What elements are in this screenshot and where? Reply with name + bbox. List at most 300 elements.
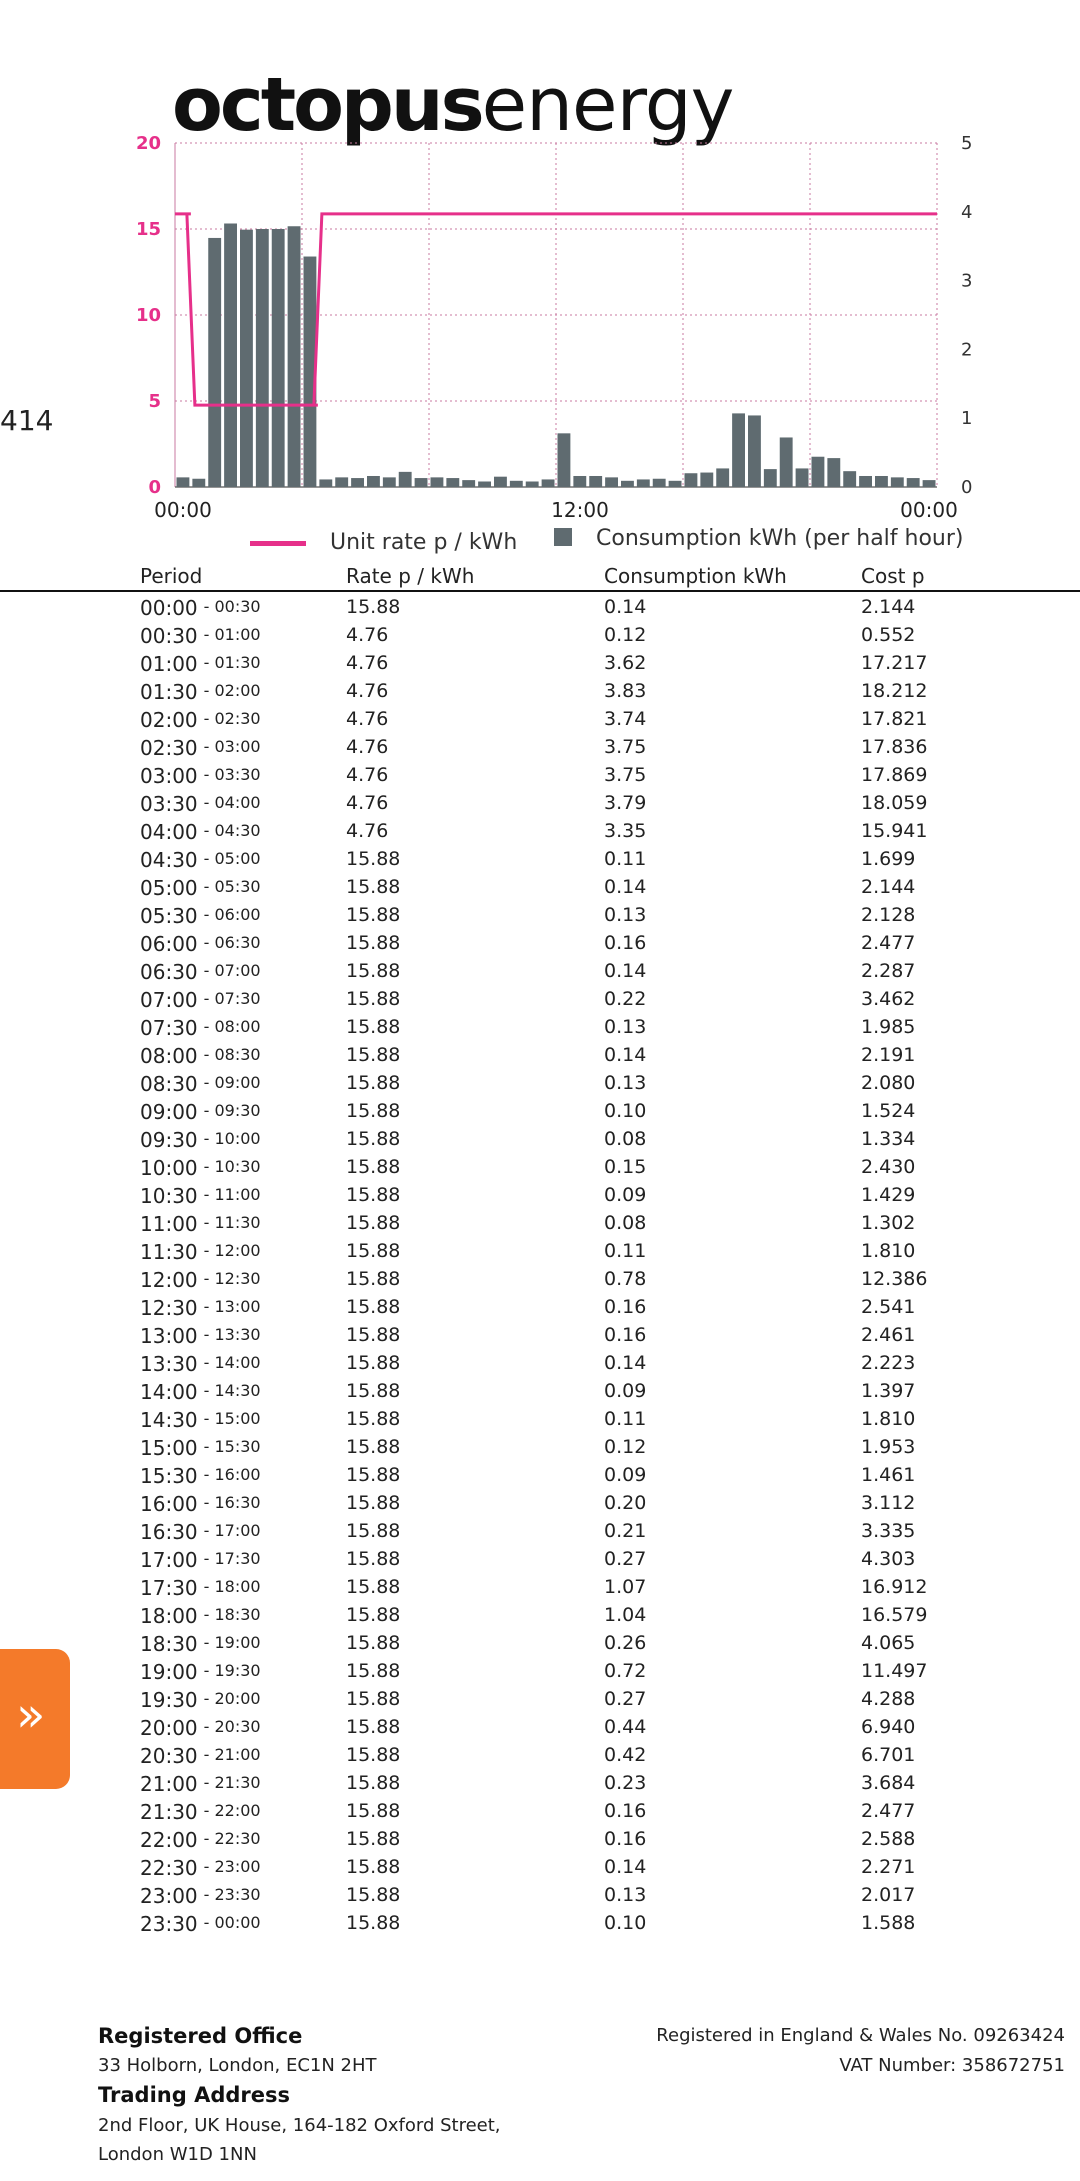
rate-cell: 15.88 [346,1884,401,1906]
cost-cell: 17.869 [861,764,928,786]
period-end: - 23:30 [203,1885,261,1904]
period-end-time: 00:00 [214,1913,261,1932]
consumption-bar [669,481,682,487]
period-end-time: 01:30 [214,653,261,672]
table-row [0,704,1080,732]
consumption-bar [589,476,602,487]
consumption-cell: 0.12 [604,1436,647,1458]
period-end-time: 09:30 [214,1101,261,1120]
side-expand-tab[interactable] [0,1649,70,1789]
period-cell [140,1688,261,1712]
consumption-cell: 0.22 [604,988,647,1010]
cost-cell: 1.810 [861,1408,916,1430]
period-cell [140,1128,261,1152]
consumption-table [0,562,1080,1936]
table-row [0,1236,1080,1264]
cost-cell: 2.588 [861,1828,916,1850]
rate-cell: 15.88 [346,904,401,926]
period-start: 04:00 [140,820,198,844]
right-axis-tick: 4 [961,201,973,223]
table-body [0,592,1080,1936]
table-row [0,984,1080,1012]
period-end: - 15:00 [203,1409,261,1428]
period-cell [140,736,261,760]
consumption-cell: 3.75 [604,736,647,758]
period-end: - 00:30 [203,597,261,616]
period-cell [140,820,261,844]
cost-cell: 1.334 [861,1128,916,1150]
right-axis-tick: 3 [961,270,973,292]
period-cell [140,932,261,956]
table-row [0,1656,1080,1684]
period-end: - 22:00 [203,1801,261,1820]
cost-cell: 16.912 [861,1576,928,1598]
octopus-energy-logo: octopusenergy [172,62,734,148]
cost-cell: 2.191 [861,1044,916,1066]
period-end-time: 13:30 [214,1325,261,1344]
cost-cell: 3.684 [861,1772,916,1794]
period-end: - 03:00 [203,737,261,756]
consumption-bar [399,472,412,487]
consumption-cell: 0.09 [604,1184,647,1206]
consumption-bar [256,229,269,487]
consumption-cell: 0.08 [604,1212,647,1234]
table-row [0,1068,1080,1096]
rate-cell: 15.88 [346,848,401,870]
table-row [0,900,1080,928]
consumption-bar [351,478,364,487]
period-end-time: 05:30 [214,877,261,896]
period-start: 11:30 [140,1240,198,1264]
period-end-time: 10:00 [214,1129,261,1148]
cost-cell: 1.588 [861,1912,916,1934]
table-row [0,1712,1080,1740]
period-end-time: 02:00 [214,681,261,700]
header-cost: Cost p [861,564,925,588]
left-axis-tick: 15 [135,219,161,240]
period-end: - 20:00 [203,1689,261,1708]
period-end: - 03:30 [203,765,261,784]
period-cell [140,1436,261,1460]
consumption-chart [0,0,1080,520]
period-cell [140,680,261,704]
table-row [0,1124,1080,1152]
period-cell [140,1100,261,1124]
cost-cell: 6.940 [861,1716,916,1738]
cost-cell: 2.461 [861,1324,916,1346]
table-row [0,1096,1080,1124]
consumption-cell: 0.20 [604,1492,647,1514]
period-end: - 21:00 [203,1745,261,1764]
consumption-bar [383,477,396,487]
consumption-cell: 0.16 [604,1828,647,1850]
consumption-cell: 0.14 [604,1044,647,1066]
period-start: 13:30 [140,1352,198,1376]
consumption-bar [510,481,523,487]
period-end: - 16:00 [203,1465,261,1484]
legend-rate-swatch [250,541,306,546]
period-end-time: 17:30 [214,1549,261,1568]
consumption-bar [764,469,777,487]
x-axis-tick: 12:00 [551,498,609,520]
cost-cell: 1.461 [861,1464,916,1486]
consumption-bar [431,477,444,487]
cost-cell: 17.836 [861,736,928,758]
table-row [0,1628,1080,1656]
x-axis-tick: 00:00 [154,498,212,520]
period-cell [140,904,261,928]
period-start: 20:00 [140,1716,198,1740]
period-cell [140,1044,261,1068]
table-row [0,1208,1080,1236]
period-end-time: 19:00 [214,1633,261,1652]
period-cell [140,1772,261,1796]
period-start: 12:00 [140,1268,198,1292]
rate-cell: 15.88 [346,876,401,898]
period-end: - 18:00 [203,1577,261,1596]
period-end-time: 00:30 [214,597,261,616]
cost-cell: 17.821 [861,708,928,730]
period-start: 05:00 [140,876,198,900]
rate-cell: 15.88 [346,1156,401,1178]
consumption-cell: 0.23 [604,1772,647,1794]
period-end: - 02:30 [203,709,261,728]
period-end: - 01:00 [203,625,261,644]
period-cell [140,1576,261,1600]
table-row [0,1740,1080,1768]
consumption-bar [700,473,713,487]
side-number: 414 [0,404,54,437]
period-end-time: 05:00 [214,849,261,868]
period-end-time: 20:00 [214,1689,261,1708]
period-start: 07:30 [140,1016,198,1040]
table-row [0,872,1080,900]
rate-cell: 15.88 [346,596,401,618]
period-end-time: 21:00 [214,1745,261,1764]
consumption-bar [923,480,936,487]
cost-cell: 17.217 [861,652,928,674]
rate-cell: 15.88 [346,1464,401,1486]
right-axis-tick: 5 [961,133,973,154]
legend-consumption-label: Consumption kWh (per half hour) [596,526,964,551]
period-end: - 12:00 [203,1241,261,1260]
period-cell [140,1912,261,1936]
period-cell [140,1408,261,1432]
period-cell [140,1660,261,1684]
period-start: 18:30 [140,1632,198,1656]
cost-cell: 0.552 [861,624,916,646]
consumption-cell: 0.11 [604,1408,647,1430]
consumption-bar [542,479,555,487]
consumption-bar [621,481,634,487]
period-cell [140,1296,261,1320]
period-start: 19:00 [140,1660,198,1684]
period-start: 10:30 [140,1184,198,1208]
period-cell [140,652,261,676]
period-end-time: 12:00 [214,1241,261,1260]
consumption-cell: 3.74 [604,708,647,730]
period-start: 17:30 [140,1576,198,1600]
left-axis-tick: 10 [135,305,161,326]
rate-cell: 4.76 [346,792,389,814]
cost-cell: 1.985 [861,1016,916,1038]
period-end-time: 16:30 [214,1493,261,1512]
period-end: - 11:30 [203,1213,261,1232]
period-start: 00:00 [140,596,198,620]
consumption-cell: 0.27 [604,1548,647,1570]
period-cell [140,1856,261,1880]
cost-cell: 4.288 [861,1688,916,1710]
period-end-time: 16:00 [214,1465,261,1484]
vat-number: VAT Number: 358672751 [839,2055,1065,2076]
consumption-bar [796,468,809,487]
table-row [0,1012,1080,1040]
rate-cell: 15.88 [346,1800,401,1822]
period-start: 17:00 [140,1548,198,1572]
consumption-bar [367,476,380,487]
period-end-time: 08:00 [214,1017,261,1036]
period-cell [140,1072,261,1096]
period-end: - 16:30 [203,1493,261,1512]
period-end: - 02:00 [203,681,261,700]
rate-cell: 4.76 [346,820,389,842]
consumption-cell: 0.78 [604,1268,647,1290]
cost-cell: 1.699 [861,848,916,870]
table-row [0,1600,1080,1628]
consumption-cell: 0.14 [604,1352,647,1374]
period-cell [140,988,261,1012]
cost-cell: 3.335 [861,1520,916,1542]
rate-cell: 15.88 [346,1660,401,1682]
cost-cell: 1.429 [861,1184,916,1206]
consumption-cell: 0.12 [604,624,647,646]
table-row [0,1432,1080,1460]
rate-cell: 15.88 [346,1184,401,1206]
period-end: - 05:30 [203,877,261,896]
trading-address-line2: London W1D 1NN [98,2144,257,2165]
consumption-bar [827,458,840,487]
period-end-time: 07:00 [214,961,261,980]
trading-address-line1: 2nd Floor, UK House, 164-182 Oxford Street, [98,2115,501,2136]
period-end: - 19:00 [203,1633,261,1652]
period-start: 10:00 [140,1156,198,1180]
period-end-time: 09:00 [214,1073,261,1092]
cost-cell: 2.223 [861,1352,916,1374]
rate-cell: 15.88 [346,1744,401,1766]
period-end: - 09:00 [203,1073,261,1092]
rate-cell: 15.88 [346,1828,401,1850]
consumption-cell: 0.13 [604,1884,647,1906]
period-end: - 20:30 [203,1717,261,1736]
period-start: 15:30 [140,1464,198,1488]
left-axis-tick: 20 [135,133,161,154]
period-end-time: 10:30 [214,1157,261,1176]
legend-rate-label: Unit rate p / kWh [330,530,518,555]
period-end: - 09:30 [203,1101,261,1120]
table-row [0,1880,1080,1908]
consumption-cell: 0.10 [604,1912,647,1934]
period-end-time: 22:00 [214,1801,261,1820]
legend-consumption-swatch [554,528,572,546]
rate-cell: 15.88 [346,1436,401,1458]
cost-cell: 2.477 [861,932,916,954]
consumption-cell: 0.13 [604,904,647,926]
period-end-time: 03:00 [214,737,261,756]
consumption-bar [208,238,221,487]
right-axis-tick: 1 [961,408,973,430]
consumption-cell: 3.75 [604,764,647,786]
rate-cell: 15.88 [346,1296,401,1318]
period-end: - 11:00 [203,1185,261,1204]
table-row [0,1348,1080,1376]
cost-cell: 2.541 [861,1296,916,1318]
consumption-bar [907,478,920,487]
period-end-time: 17:00 [214,1521,261,1540]
consumption-bar [224,223,237,487]
header-rate: Rate p / kWh [346,564,475,588]
consumption-cell: 3.79 [604,792,647,814]
rate-cell: 15.88 [346,1100,401,1122]
period-end: - 14:30 [203,1381,261,1400]
period-end: - 05:00 [203,849,261,868]
period-start: 09:00 [140,1100,198,1124]
rate-cell: 15.88 [346,1128,401,1150]
period-end: - 06:30 [203,933,261,952]
table-row [0,592,1080,620]
consumption-bar [780,437,793,487]
period-end: - 17:30 [203,1549,261,1568]
consumption-cell: 0.14 [604,596,647,618]
period-start: 04:30 [140,848,198,872]
period-cell [140,1492,261,1516]
period-start: 21:00 [140,1772,198,1796]
period-start: 02:00 [140,708,198,732]
table-row [0,788,1080,816]
table-row [0,1152,1080,1180]
consumption-bar [812,457,825,487]
cost-cell: 2.144 [861,596,916,618]
cost-cell: 2.430 [861,1156,916,1178]
cost-cell: 6.701 [861,1744,916,1766]
consumption-bar [319,479,332,487]
consumption-cell: 0.27 [604,1688,647,1710]
table-row [0,844,1080,872]
consumption-cell: 1.04 [604,1604,647,1626]
table-row [0,676,1080,704]
period-cell [140,1184,261,1208]
rate-cell: 15.88 [346,1604,401,1626]
cost-cell: 16.579 [861,1604,928,1626]
period-end: - 07:30 [203,989,261,1008]
consumption-bar [573,476,586,487]
period-start: 07:00 [140,988,198,1012]
table-row [0,620,1080,648]
table-row [0,1404,1080,1432]
cost-cell: 4.303 [861,1548,916,1570]
period-start: 13:00 [140,1324,198,1348]
period-cell [140,960,261,984]
period-end-time: 06:00 [214,905,261,924]
period-end: - 04:30 [203,821,261,840]
consumption-bar [288,226,301,487]
consumption-bar [494,477,507,487]
consumption-bar [558,433,571,487]
cost-cell: 2.080 [861,1072,916,1094]
consumption-cell: 3.62 [604,652,647,674]
cost-cell: 15.941 [861,820,928,842]
period-end-time: 20:30 [214,1717,261,1736]
consumption-bar [716,468,729,487]
period-cell [140,624,261,648]
table-row [0,928,1080,956]
rate-cell: 15.88 [346,1324,401,1346]
period-start: 16:30 [140,1520,198,1544]
period-cell [140,1884,261,1908]
consumption-bar [748,415,761,487]
period-start: 19:30 [140,1688,198,1712]
period-start: 15:00 [140,1436,198,1460]
period-end-time: 11:30 [214,1213,261,1232]
consumption-bar [526,481,539,487]
table-row [0,1460,1080,1488]
consumption-bar [335,477,348,487]
rate-cell: 15.88 [346,1520,401,1542]
company-registration: Registered in England & Wales No. 09263424 [656,2025,1065,2046]
consumption-cell: 0.21 [604,1520,647,1542]
period-end: - 06:00 [203,905,261,924]
x-axis-tick: 00:00 [900,498,958,520]
period-cell [140,1212,261,1236]
rate-cell: 15.88 [346,1352,401,1374]
period-start: 05:30 [140,904,198,928]
period-cell [140,764,261,788]
period-end-time: 15:00 [214,1409,261,1428]
period-end: - 21:30 [203,1773,261,1792]
period-cell [140,1324,261,1348]
period-cell [140,1156,261,1180]
period-end-time: 04:30 [214,821,261,840]
period-start: 01:00 [140,652,198,676]
table-row [0,1320,1080,1348]
cost-cell: 2.017 [861,1884,916,1906]
rate-cell: 4.76 [346,764,389,786]
period-cell [140,1604,261,1628]
period-cell [140,876,261,900]
rate-cell: 15.88 [346,1912,401,1934]
cost-cell: 1.953 [861,1436,916,1458]
cost-cell: 3.462 [861,988,916,1010]
double-chevron-right-icon: » [16,1687,46,1743]
consumption-bar [415,478,428,487]
period-start: 16:00 [140,1492,198,1516]
rate-cell: 15.88 [346,1240,401,1262]
cost-cell: 2.144 [861,876,916,898]
table-row [0,1684,1080,1712]
consumption-cell: 0.11 [604,1240,647,1262]
period-cell [140,1520,261,1544]
table-row [0,1376,1080,1404]
cost-cell: 2.271 [861,1856,916,1878]
rate-cell: 15.88 [346,1380,401,1402]
table-row [0,1264,1080,1292]
consumption-cell: 0.14 [604,876,647,898]
table-row [0,1852,1080,1880]
table-row [0,760,1080,788]
table-row [0,1544,1080,1572]
period-cell [140,1380,261,1404]
consumption-bar [891,477,904,487]
period-end: - 14:00 [203,1353,261,1372]
